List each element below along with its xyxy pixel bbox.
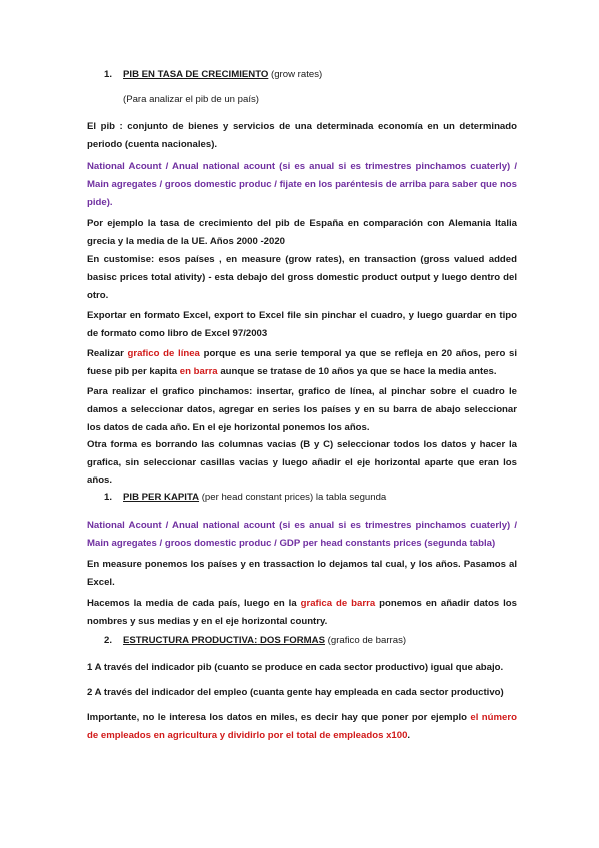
paragraph-customise: En customise: esos países , en measure (grow rates), en transaction (gross valued added basisc prices total ativity) - esta debajo del gross domestic product output y luego dentro del otro. [87, 254, 517, 301]
paragraph-alternative: Otra forma es borrando las columnas vacias (B y C) seleccionar todos los datos y hacer la grafica, sin seleccionar casillas vacias y luego añadir el eje horizontal aparte que eran los años. [87, 439, 517, 486]
highlight-employees: el número de empleados en agricultura y dividirlo por el total de empleados x100 [87, 712, 517, 741]
section-title: PIB EN TASA DE CRECIMIENTO [123, 69, 269, 80]
paragraph-method-1: 1 A través del indicador pib (cuanto se produce en cada sector productivo) igual que abajo. [87, 662, 504, 673]
paragraph-method-2: 2 A través del indicador del empleo (cuanta gente hay empleada en cada sector productivo) [87, 687, 504, 698]
highlight-line-chart: grafico de línea [127, 348, 200, 359]
paragraph-export: Exportar en formato Excel, export to Excel file sin pinchar el cuadro, y luego guardar en tipo de formato como libro de Excel 97/2003 [87, 310, 517, 339]
section-number: 1. [104, 492, 113, 503]
section-note: (grow rates) [268, 69, 323, 80]
section-number: 2. [104, 635, 113, 646]
paragraph-navigation-path: National Acount / Anual national acount (si es anual si es trimestres pinchamos cuaterly) / Main agregates / groos domestic produc / fijate en los paréntesis de arriba para saber que nos pide). [87, 161, 517, 208]
section-heading-productive-structure [104, 634, 406, 648]
highlight-bar: en barra [179, 366, 218, 377]
paragraph-average: Hacemos la media de cada país, luego en la grafica de barra ponemos en añadir datos los nombres y sus medias y en el eje horizontal country. [87, 598, 517, 627]
section-title-2: DOS FORMAS [257, 635, 326, 646]
paragraph-chart-steps: Para realizar el grafico pinchamos: insertar, grafico de línea, al pinchar sobre el cuadro le damos a seleccionar datos, agregar en series los países y en su barra de abajo seleccionar los datos de cada año. En el eje horizontal ponemos los años. [87, 386, 517, 433]
paragraph-pib-definition: El pib : conjunto de bienes y servicios de una determinada economía en un determinado periodo (cuenta nacionales). [87, 121, 517, 150]
section-heading-pib-growth [104, 68, 322, 82]
section-title: ESTRUCTURA PRODUCTIVA: [123, 635, 258, 646]
paragraph-measure: En measure ponemos los países y en trassaction lo dejamos tal cual, y los años. Pasamos al Excel. [87, 559, 517, 588]
paragraph-example: Por ejemplo la tasa de crecimiento del pib de España en comparación con Alemania Italia grecia y la media de la UE. Años 2000 -2020 [87, 218, 517, 247]
section-number: 1. [104, 69, 113, 80]
section-title: PIB PER KAPITA [123, 492, 200, 503]
section-note: (grafico de barras) [325, 635, 407, 646]
paragraph-chart-type: Realizar grafico de línea porque es una serie temporal ya que se refleja en 20 años, pero si fuese pib per kapita en barra aunque se tratase de 10 años ya que se hace la media antes. [87, 348, 518, 377]
section-heading-pib-per-kapita [104, 491, 386, 505]
paragraph-important: Importante, no le interesa los datos en miles, es decir hay que poner por ejemplo el número de empleados en agricultura y dividirlo por el total de empleados x100. [87, 712, 517, 741]
section-subtitle: (Para analizar el pib de un país) [123, 94, 259, 105]
highlight-bar-chart: grafica de barra [300, 598, 376, 609]
section-note: (per head constant prices) la tabla segunda [199, 492, 387, 503]
paragraph-navigation-path-2: National Acount / Anual national acount (si es anual si es trimestres pinchamos cuaterly) / Main agregates / groos domestic produc / GDP per head constants prices (segunda tabla) [87, 520, 517, 549]
